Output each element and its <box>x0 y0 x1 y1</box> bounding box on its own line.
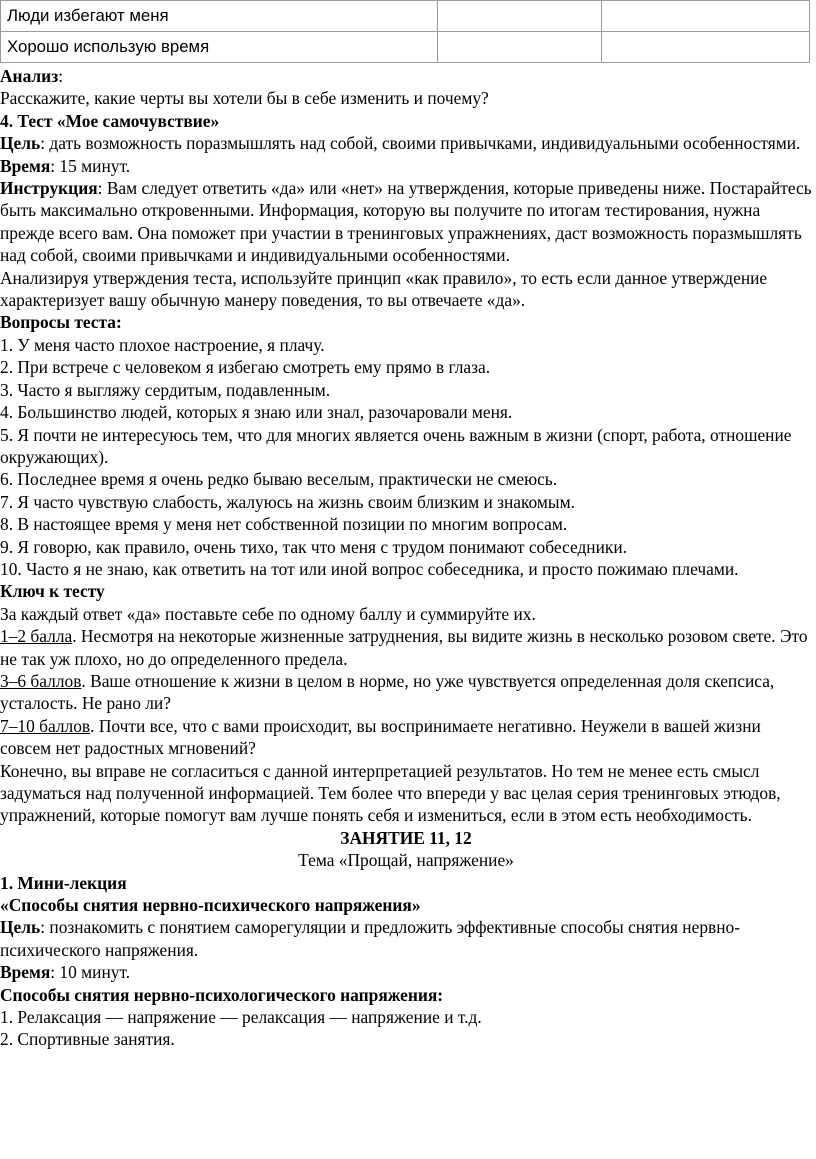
time-label: Время <box>0 962 51 983</box>
time-text: : 10 минут. <box>50 962 131 983</box>
lesson-title: ЗАНЯТИЕ 11, 12 <box>340 827 472 848</box>
question-item: 7. Я часто чувствую слабость, жалуюсь на жизнь своим близким и знакомым. <box>0 491 575 512</box>
goal-label: Цель <box>0 917 41 938</box>
result-range: 1–2 балла <box>0 626 73 647</box>
test-instruction <box>0 177 812 267</box>
analysis-label-line: Анализ: <box>0 66 64 86</box>
lesson-topic: Тема «Прощай, напряжение» <box>298 850 514 871</box>
result-item <box>0 625 812 670</box>
result-range: 7–10 баллов <box>0 715 91 736</box>
instruction-label: Инструкция <box>0 178 98 199</box>
goal-label: Цель <box>0 133 41 154</box>
lesson-time <box>0 961 812 983</box>
question-item: 2. При встрече с человеком я избегаю смотреть ему прямо в глаза. <box>0 357 491 378</box>
answer-cell <box>602 32 810 63</box>
lesson-goal <box>0 916 812 961</box>
method-item: 1. Релаксация — напряжение — релаксация — напряжение и т.д. <box>0 1007 482 1028</box>
questions-heading: Вопросы теста: <box>0 312 122 333</box>
instruction-text: : Вам следует ответить «да» или «нет» на утверждения, которые приведены ниже. Постарайтесь быть максимально откровенными. Информация, которую вы получите по итогам тестирования, нужна прежде всего вам. Она поможет при участии в тренинговых упражнениях, даст возможность поразмышлять над собой, своими привычками и индивидуальными особенностями. <box>0 178 812 266</box>
time-text: : 15 минут. <box>50 155 131 176</box>
result-item <box>0 670 812 715</box>
result-range: 3–6 баллов <box>0 670 82 691</box>
question-item: 3. Часто я выгляжу сердитым, подавленным. <box>0 379 331 400</box>
test-principle: Анализируя утверждения теста, используйте принцип «как правило», то есть если данное утверждение характеризует вашу обычную манеру поведения, то вы отвечаете «да». <box>0 267 768 311</box>
analysis-question: Расскажите, какие черты вы хотели бы в себе изменить и почему? <box>0 88 489 109</box>
question-item: 1. У меня часто плохое настроение, я плачу. <box>0 334 325 355</box>
goal-text: : дать возможность поразмышлять над собой, своими привычками, индивидуальными особенностями. <box>40 133 801 154</box>
result-text: . Почти все, что с вами происходит, вы воспринимаете негативно. Неужели в вашей жизни совсем нет радостных мгновений? <box>0 715 761 759</box>
question-item: 8. В настоящее время у меня нет собственной позиции по многим вопросам. <box>0 514 568 535</box>
result-text: . Несмотря на некоторые жизненные затруднения, вы видите жизнь в несколько розовом свете. Это не так уж плохо, но до определенного предела. <box>0 626 808 669</box>
self-assessment-table <box>0 0 810 63</box>
answer-cell <box>602 1 810 32</box>
goal-text: : познакомить с понятием саморегуляции и предложить эффективные способы снятия нервно-психического напряжения. <box>0 917 741 960</box>
test-goal <box>0 132 812 154</box>
result-text: . Ваше отношение к жизни в целом в норме, но уже чувствуется определенная доля скепсиса, усталость. Не рано ли? <box>0 670 775 714</box>
test-heading: 4. Тест «Мое самочувствие» <box>0 110 220 131</box>
question-item: 9. Я говорю, как правило, очень тихо, так что меня с трудом понимают собеседники. <box>0 536 628 557</box>
analysis-label: Анализ <box>0 66 59 86</box>
answer-cell <box>438 32 602 63</box>
key-heading: Ключ к тесту <box>0 581 105 602</box>
test-time <box>0 155 812 177</box>
key-intro: За каждый ответ «да» поставьте себе по одному баллу и суммируйте их. <box>0 603 536 624</box>
answer-cell <box>438 1 602 32</box>
method-item: 2. Спортивные занятия. <box>0 1029 175 1050</box>
question-item: 6. Последнее время я очень редко бываю веселым, практически не смеюсь. <box>0 469 558 490</box>
table-row <box>1 32 810 63</box>
test-conclusion: Конечно, вы вправе не согласиться с данной интерпретацией результатов. Но тем не менее есть смысл задуматься над полученной информацией. Тем более что впереди у вас целая серия тренинговых этюдов, упражнений, которые помогут вам лучше понять себя и измениться, если в этом есть необходимость. <box>0 760 781 826</box>
question-item: 4. Большинство людей, которых я знаю или знал, разочаровали меня. <box>0 402 513 423</box>
row-label: Хорошо использую время <box>1 32 438 63</box>
time-label: Время <box>0 155 51 176</box>
table-row <box>1 1 810 32</box>
document-body <box>0 65 812 1051</box>
result-item <box>0 715 812 760</box>
question-item: 10. Часто я не знаю, как ответить на тот или иной вопрос собеседника, и просто пожимаю плечами. <box>0 558 739 579</box>
methods-heading: Способы снятия нервно-психологического напряжения: <box>0 984 444 1005</box>
row-label: Люди избегают меня <box>1 1 438 32</box>
question-item: 5. Я почти не интересуюсь тем, что для многих является очень важным в жизни (спорт, работа, отношение окружающих). <box>0 424 792 467</box>
lecture-section-heading: 1. Мини-лекция <box>0 872 127 893</box>
lecture-title: «Способы снятия нервно-психического напряжения» <box>0 895 421 916</box>
